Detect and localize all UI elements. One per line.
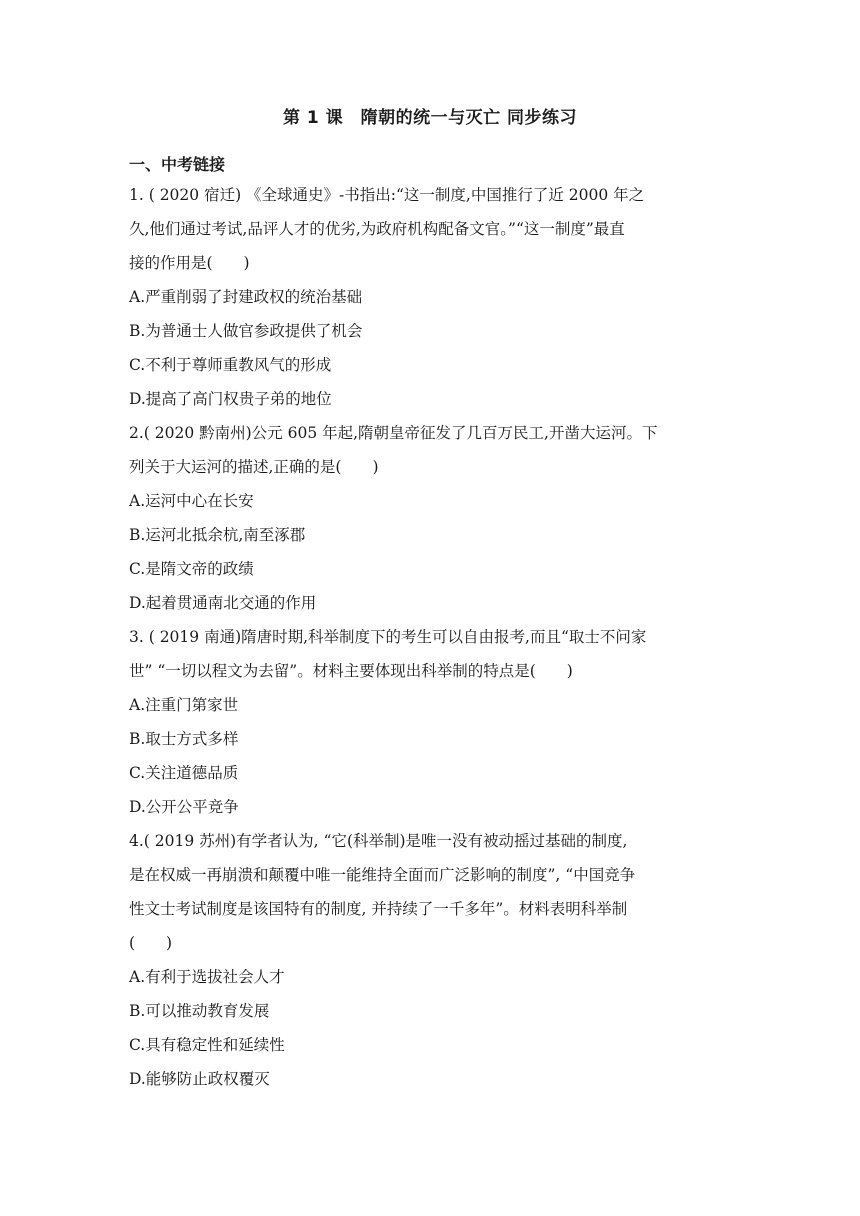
question-2-option-d: D.起着贯通南北交通的作用 [129,594,317,612]
question-4-line-4: ( ) [129,934,173,952]
question-1-option-a: A.严重削弱了封建政权的统治基础 [129,288,363,306]
question-1-option-c: C.不利于尊师重教风气的形成 [129,356,332,374]
question-4-option-c: C.具有稳定性和延续性 [129,1036,285,1054]
question-1-option-d: D.提高了高门权贵子弟的地位 [129,390,332,408]
question-4-option-a: A.有利于选拔社会人才 [129,968,285,986]
page-title: 第 1 课 隋朝的统一与灭亡 同步练习 [282,108,578,128]
question-4-line-1: 4.( 2019 苏州)有学者认为, “它(科举制)是唯一没有被动摇过基础的制度, [129,832,628,850]
question-2-option-b: B.运河北抵余杭,南至涿郡 [129,526,306,544]
question-2-line-1: 2.( 2020 黔南州)公元 605 年起,隋朝皇帝征发了几百万民工,开凿大运河。下 [129,424,658,442]
question-4-line-2: 是在权威一再崩溃和颠覆中唯一能维持全面而广泛影响的制度”, “中国竞争 [129,866,636,884]
question-list [129,178,729,1096]
question-3-option-b: B.取士方式多样 [129,730,239,748]
question-3-line-2: 世” “一切以程文为去留”。材料主要体现出科举制的特点是( ) [129,662,573,680]
question-1-line-2: 久,他们通过考试,品评人才的优劣,为政府机构配备文官。”“这一制度”最直 [129,220,625,238]
question-4-line-3: 性文士考试制度是该国特有的制度, 并持续了一千多年”。材料表明科举制 [129,900,628,918]
question-1-line-1: 1. ( 2020 宿迁) 《全球通史》-书指出:“这一制度,中国推行了近 2000 年之 [129,186,645,204]
question-3-option-a: A.注重门第家世 [129,696,239,714]
question-2-line-2: 列关于大运河的描述,正确的是( ) [129,458,379,476]
question-2 [129,416,729,620]
question-3 [129,620,729,824]
question-4-option-d: D.能够防止政权覆灭 [129,1070,270,1088]
section-heading: 一、中考链接 [129,155,226,174]
question-1-option-b: B.为普通士人做官参政提供了机会 [129,322,363,340]
question-3-option-c: C.关注道德品质 [129,764,239,782]
question-3-line-1: 3. ( 2019 南通)隋唐时期,科举制度下的考生可以自由报考,而且“取士不问家 [129,628,647,646]
question-1 [129,178,729,416]
question-4-option-b: B.可以推动教育发展 [129,1002,270,1020]
question-2-option-a: A.运河中心在长安 [129,492,254,510]
question-2-option-c: C.是隋文帝的政绩 [129,560,254,578]
question-3-option-d: D.公开公平竞争 [129,798,239,816]
question-1-line-3: 接的作用是( ) [129,254,250,272]
question-4 [129,824,729,1096]
